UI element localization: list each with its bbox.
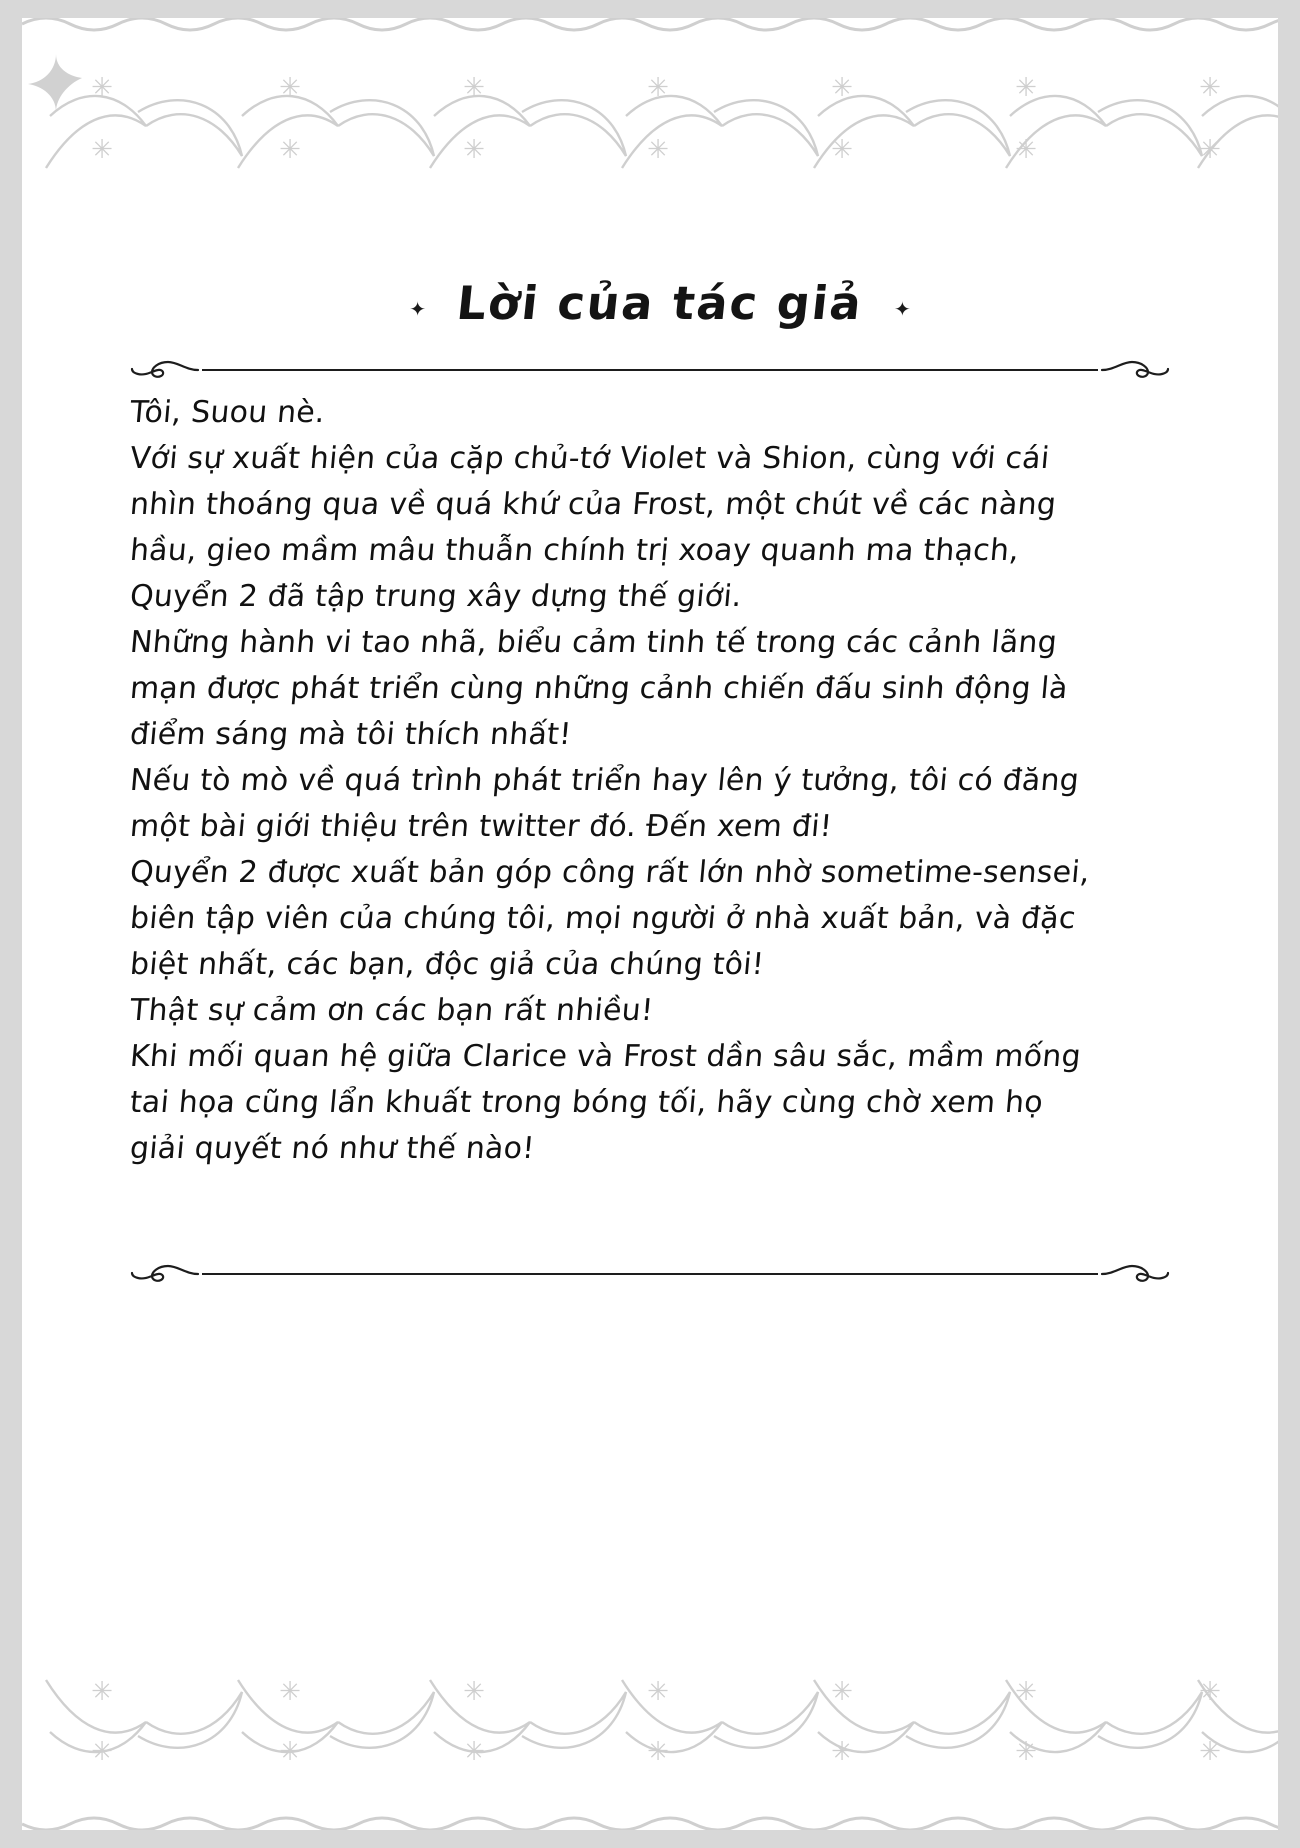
svg-text:✳: ✳ — [463, 135, 485, 165]
svg-text:✳: ✳ — [463, 1677, 485, 1707]
svg-text:✳: ✳ — [1199, 1737, 1221, 1767]
flourish-right-icon — [1100, 1262, 1170, 1286]
diamond-left-icon: ✦ — [409, 296, 426, 321]
afterword-line: điểm sáng mà tôi thích nhất! — [128, 717, 573, 752]
flourish-left-icon — [130, 358, 200, 382]
svg-text:✳: ✳ — [463, 73, 485, 103]
svg-text:✳: ✳ — [1015, 1677, 1037, 1707]
svg-text:✳: ✳ — [279, 1737, 301, 1767]
afterword-line: tai họa cũng lẩn khuất trong bóng tối, hãy cùng chờ xem họ — [128, 1085, 1045, 1120]
flourish-right-icon — [1100, 358, 1170, 382]
svg-text:✳: ✳ — [279, 1677, 301, 1707]
svg-text:✳: ✳ — [1199, 73, 1221, 103]
afterword-line: Nếu tò mò về quá trình phát triển hay lên ý tưởng, tôi có đăng — [128, 763, 1081, 798]
afterword-line: Quyển 2 đã tập trung xây dựng thế giới. — [128, 579, 744, 614]
svg-text:✳: ✳ — [831, 1737, 853, 1767]
svg-text:✳: ✳ — [1015, 1737, 1037, 1767]
afterword-body — [130, 390, 1190, 1172]
svg-text:✳: ✳ — [1199, 1677, 1221, 1707]
afterword-line: Với sự xuất hiện của cặp chủ-tớ Violet và Shion, cùng với cái — [128, 441, 1051, 476]
afterword-line: Thật sự cảm ơn các bạn rất nhiều! — [128, 993, 655, 1028]
diamond-right-icon: ✦ — [894, 296, 911, 321]
divider-top — [130, 358, 1170, 382]
afterword-line: nhìn thoáng qua về quá khứ của Frost, một chút về các nàng — [128, 487, 1058, 522]
svg-text:✳: ✳ — [831, 73, 853, 103]
svg-text:✳: ✳ — [91, 73, 113, 103]
ornamental-border-top — [22, 18, 1278, 188]
afterword-line: Quyển 2 được xuất bản góp công rất lớn nhờ sometime-sensei, — [128, 855, 1092, 890]
svg-text:✳: ✳ — [279, 135, 301, 165]
svg-text:✳: ✳ — [831, 1677, 853, 1707]
svg-text:✳: ✳ — [1199, 135, 1221, 165]
svg-text:✳: ✳ — [647, 135, 669, 165]
afterword-line: biệt nhất, các bạn, độc giả của chúng tôi! — [128, 947, 766, 982]
afterword-line: giải quyết nó như thế nào! — [128, 1131, 537, 1166]
flourish-left-icon — [130, 1262, 200, 1286]
svg-text:✳: ✳ — [91, 1677, 113, 1707]
svg-text:✳: ✳ — [1015, 135, 1037, 165]
svg-text:✳: ✳ — [647, 1737, 669, 1767]
page-title-text: Lời của tác giả — [454, 276, 866, 330]
afterword-line: một bài giới thiệu trên twitter đó. Đến xem đi! — [128, 809, 834, 844]
afterword-line: Tôi, Suou nè. — [128, 395, 327, 430]
book-page — [22, 18, 1278, 1830]
page-title — [22, 276, 1278, 330]
svg-text:✳: ✳ — [1015, 73, 1037, 103]
afterword-line: hầu, gieo mầm mâu thuẫn chính trị xoay quanh ma thạch, — [128, 533, 1021, 568]
svg-text:✳: ✳ — [831, 135, 853, 165]
afterword-line: Những hành vi tao nhã, biểu cảm tinh tế trong các cảnh lãng — [128, 625, 1059, 660]
afterword-line: biên tập viên của chúng tôi, mọi người ở nhà xuất bản, và đặc — [128, 901, 1078, 936]
ornamental-border-bottom — [22, 1660, 1278, 1830]
afterword-line: mạn được phát triển cùng những cảnh chiến đấu sinh động là — [128, 671, 1070, 706]
svg-text:✳: ✳ — [647, 1677, 669, 1707]
svg-text:✳: ✳ — [91, 1737, 113, 1767]
divider-line — [202, 1273, 1098, 1275]
svg-text:✳: ✳ — [91, 135, 113, 165]
divider-bottom — [130, 1262, 1170, 1286]
svg-text:✳: ✳ — [279, 73, 301, 103]
divider-line — [202, 369, 1098, 371]
svg-text:✳: ✳ — [647, 73, 669, 103]
afterword-line: Khi mối quan hệ giữa Clarice và Frost dần sâu sắc, mầm mống — [128, 1039, 1083, 1074]
svg-text:✳: ✳ — [463, 1737, 485, 1767]
